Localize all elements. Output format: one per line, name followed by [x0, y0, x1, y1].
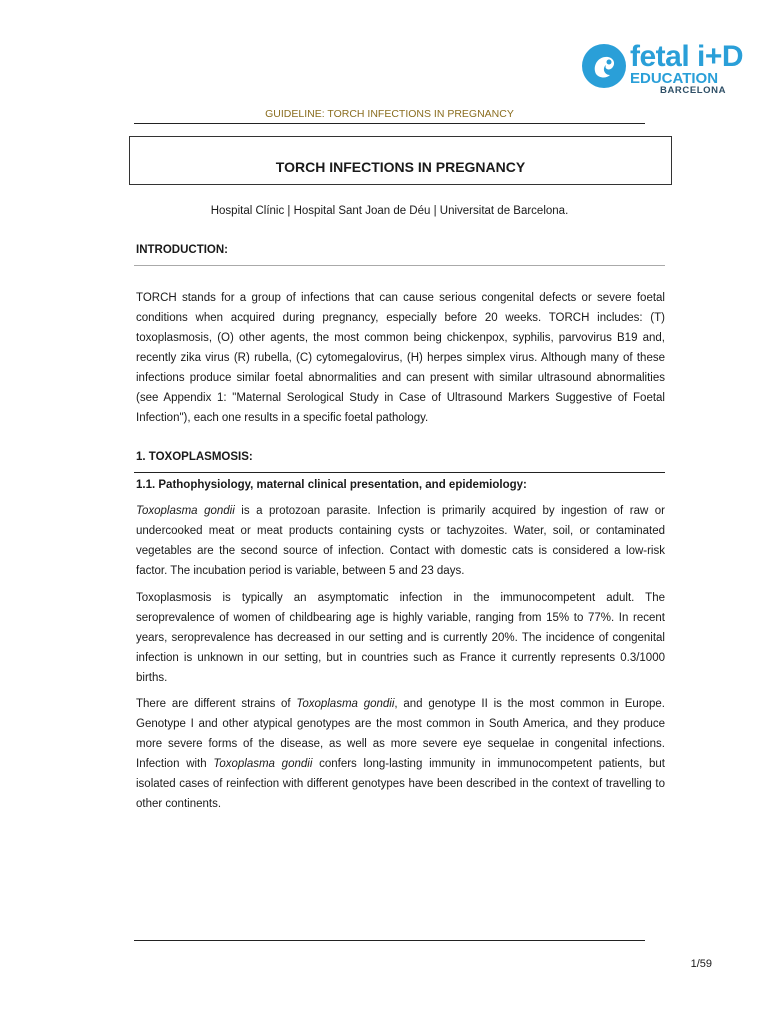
page-number: 1/59: [690, 958, 712, 970]
running-header: GUIDELINE: TORCH INFECTIONS IN PREGNANCY: [265, 108, 514, 120]
section-1-heading: 1. TOXOPLASMOSIS:: [136, 451, 253, 463]
section-1-1-heading: 1.1. Pathophysiology, maternal clinical presentation, and epidemiology:: [136, 479, 527, 491]
paragraph-toxoplasma-intro: Toxoplasma gondii is a protozoan parasite. Infection is primarily acquired by ingestion of raw or undercooked meat or meat products containing cysts or tachyzoites. Water, soil, or contaminated vegetables are the second source of infection. Contact with domestic cats is considered a low-risk factor. The incubation period is variable, between 5 and 23 days.: [136, 505, 665, 577]
paragraph-seroprevalence: Toxoplasmosis is typically an asymptomatic infection in the immunocompetent adult. The seroprevalence of women of childbearing age is highly variable, ranging from 15% to 77%. In recent years, seroprevalence has decreased in our setting and is currently 20%. The incidence of congenital infection is unknown in our setting, but in countries such as France it currently represents 0.3/1000 births.: [136, 592, 665, 684]
header-rule: [134, 123, 645, 124]
section-1-rule: [134, 472, 665, 473]
affiliation: Hospital Clínic | Hospital Sant Joan de Déu | Universitat de Barcelona.: [210, 205, 569, 217]
fetus-logo-icon: [582, 44, 626, 88]
species-name: Toxoplasma gondii: [136, 505, 235, 517]
paragraph-strains: There are different strains of Toxoplasma gondii, and genotype II is the most common in Europe. Genotype I and other atypical genotypes are the most common in South America, and they produce more severe forms of the disease, as well as more severe eye sequelae in congenital infections. Infection with Toxoplasma gondii confers long-lasting immunity in immunocompetent patients, but isolated cases of reinfection with different genotypes have been described in the context of travelling to other continents.: [136, 698, 665, 810]
species-name: Toxoplasma gondii: [213, 758, 313, 770]
intro-heading: INTRODUCTION:: [136, 244, 228, 256]
logo-brand: fetal i+D: [630, 40, 744, 73]
fetal-id-logo: [582, 40, 742, 98]
footer-rule: [134, 940, 645, 941]
document-title: TORCH INFECTIONS IN PREGNANCY: [275, 159, 526, 175]
logo-education: EDUCATION: [630, 70, 719, 87]
title-box: [129, 136, 672, 185]
intro-rule: [134, 265, 665, 266]
intro-paragraph: TORCH stands for a group of infections that can cause serious congenital defects or severe foetal conditions when acquired during pregnancy, especially before 20 weeks. TORCH includes: (T) toxoplasmosis, (O) other agents, the most common being chickenpox, syphilis, parvovirus B19 and, recently zika virus (R) rubella, (C) cytomegalovirus, (H) herpes simplex virus. Although many of these infections produce similar foetal abnormalities and can present with similar ultrasound abnormalities (see Appendix 1: "Maternal Serological Study in Case of Ultrasound Markers Suggestive of Foetal Infection"), each one results in a specific foetal pathology.: [136, 292, 665, 424]
logo-barcelona: BARCELONA: [660, 85, 727, 96]
species-name: Toxoplasma gondii: [296, 698, 395, 710]
